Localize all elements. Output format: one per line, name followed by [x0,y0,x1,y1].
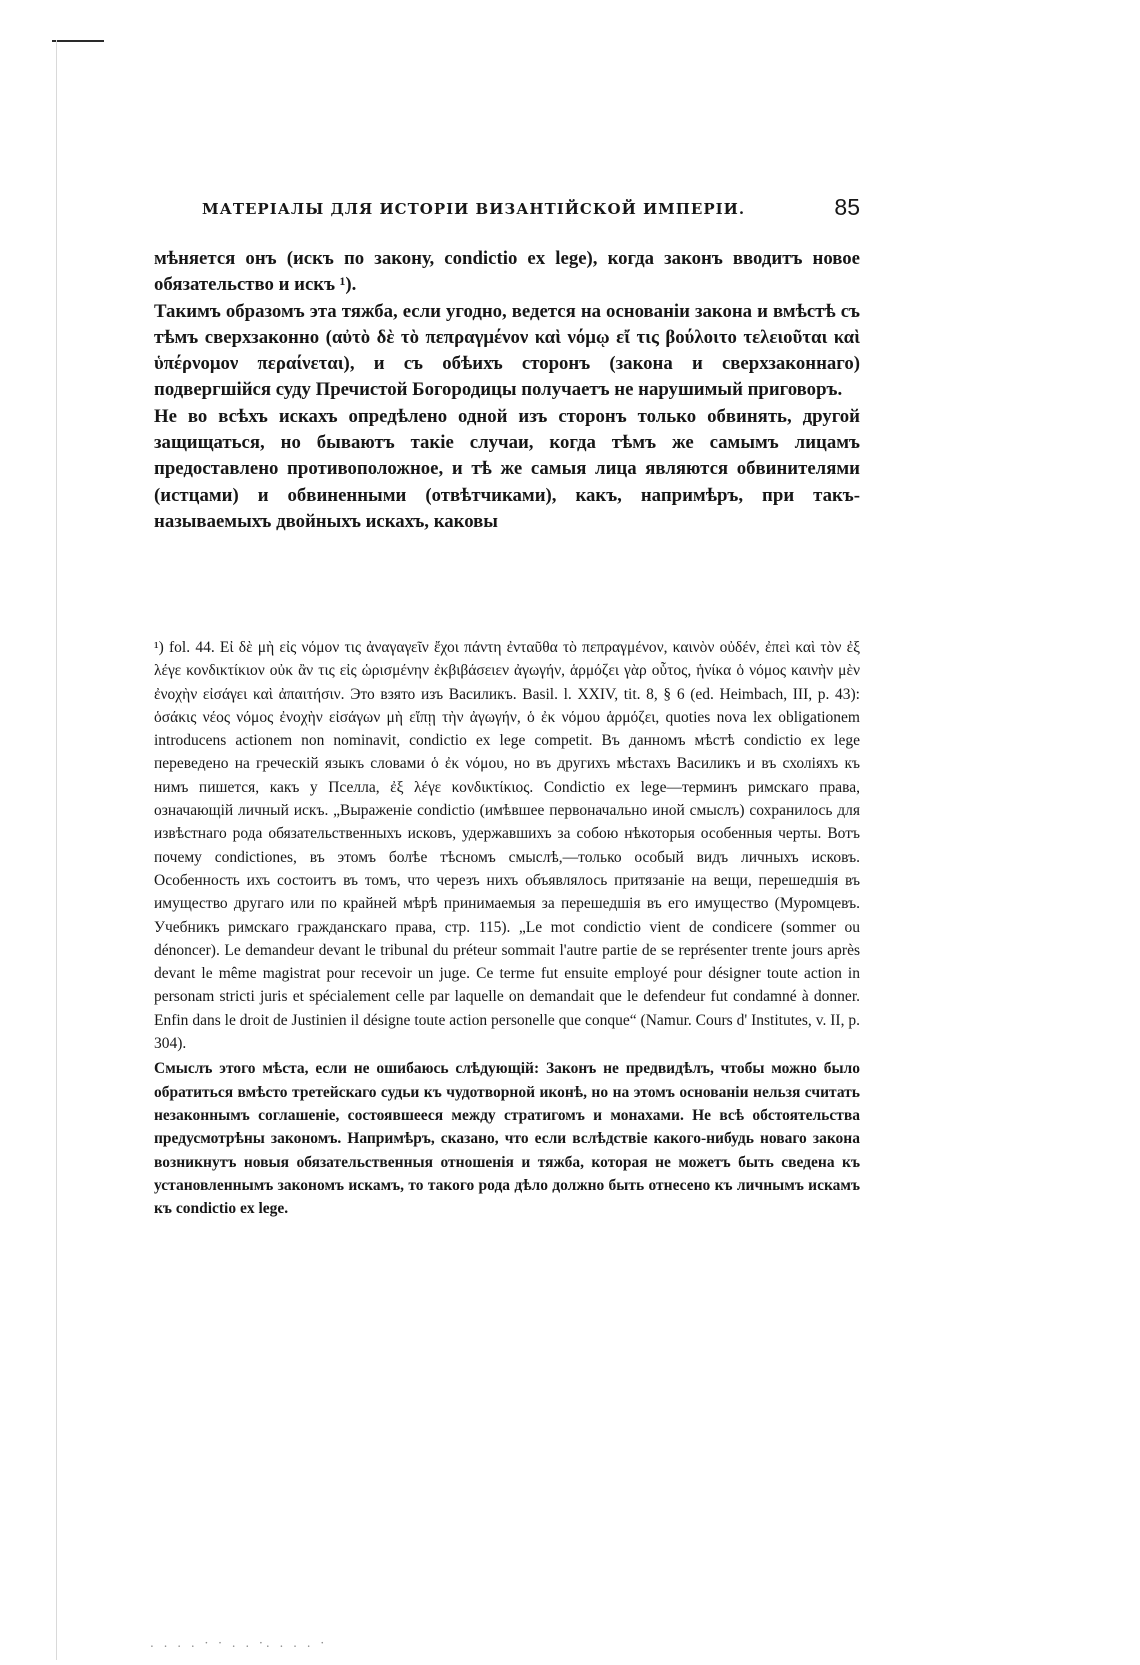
running-header-title: МАТЕРIАЛЫ ДЛЯ ИСТОРIИ ВИЗАНТIЙСКОЙ ИМПЕРIИ. [202,200,746,218]
footnotes [154,636,860,1220]
main-text [154,246,860,535]
scan-left-edge [56,40,57,1660]
scan-edge-rule [52,40,104,42]
paragraph-2: Такимъ образомъ эта тяжба, если угодно, ведется на основанiи закона и вмѣстѣ съ тѣмъ сверхзаконно (αὐτὸ δὲ τὸ πεπραγμένον καὶ νόμῳ εἴ τις βούλοιτο τελειοῦται καὶ ὑπέρνομον περαίνεται), и съ обѣихъ сторонъ (закона и сверхзаконнаго) подвергшiйся суду Пречистой Богородицы получаетъ не нарушимый приговоръ. [154,300,860,401]
paragraph-3: Не во всѣхъ искахъ опредѣлено одной изъ сторонъ только обвинять, другой защищаться, но бываютъ такiе случаи, когда тѣмъ же самымъ лицамъ предоставлено противоположное, и тѣ же самыя лица являются обвинителями (истцами) и обвиненными (отвѣтчиками), какъ, напримѣръ, при такъ-называемыхъ двойныхъ искахъ, каковы [154,405,860,532]
footnote-2: Смыслъ этого мѣста, если не ошибаюсь слѣдующiй: Законъ не предвидѣлъ, чтобы можно было обратиться вмѣсто третейскаго судьи къ чудотворной иконѣ, но на этомъ основанiи нельзя считать незаконнымъ соглашенiе, состоявшееся между стратигомъ и монахами. Не всѣ обстоятельства предусмотрѣны закономъ. Напримѣръ, сказано, что если вслѣдствiе какого-нибудь новаго закона возникнутъ новыя обязательственныя отношенiя и тяжба, которая не можетъ быть сведена къ установленнымъ закономъ искамъ, то такого рода дѣло должно быть отнесено къ личнымъ искамъ къ condictio ex lege. [154,1060,860,1218]
scan-noise: . . . . · · . . ·. . . . · [150,1636,328,1650]
paragraph-1: мѣняется онъ (искъ по закону, condictio ex lege), когда законъ вводитъ новое обязательство и искъ ¹). [154,248,860,296]
footnote-1: ¹) fol. 44. Εἰ δὲ μὴ εἰς νόμον τις ἀναγαγεῖν ἔχοι πάντη ἐνταῦθα τὸ πεπραγμένον, καινὸν οὐδέν, ἐπεὶ καὶ τὸν ἐξ λέγε κονδικτίκιον οὐκ ἂν τις εἰς ὡρισμένην ἐκβιβάσειεν ἀγωγήν, ἁρμόζει γὰρ οὗτος, ἡνίκα ὁ νόμος καινὴν μὲν ἐνοχὴν εἰσάγει καὶ ἀπαιτήσιν. Это взято изъ Василикъ. Basil. l. XXIV, tit. 8, § 6 (ed. Heimbach, III, p. 43): ὁσάκις νέος νόμος ἐνοχὴν εἰσάγων μὴ εἴπῃ τὴν ἀγωγήν, ὁ ἐκ νόμου ἁρμόζει, quoties nova lex obligationem introducens actionem non nominavit, condictio ex lege competit. Въ данномъ мѣстѣ condictio ex lege переведено на греческiй языкъ словами ὁ ἐκ νόμου, но въ другихъ мѣстахъ Василикъ и въ схолiяхъ къ нимъ пишется, какъ у Пселла, ἐξ λέγε κονδικτίκιος. Condictio ex lege—терминъ римскаго права, означающiй личный искъ. „Выраженiе condictio (имѣвшее первоначально иной смыслъ) сохранилось для извѣстнаго рода обязательственныхъ исковъ, удержавшихъ за собою нѣкоторыя особенныя черты. Вотъ почему condictiones, въ этомъ болѣе тѣсномъ смыслѣ,—только особый видъ личныхъ исковъ. Особенность ихъ состоитъ въ томъ, что черезъ нихъ объявлялось притязанiе на вещи, перешедшiя въ имущество другаго или по крайней мѣрѣ принимаемыя за перешедшiя въ его имущество (Муромцевъ. Учебникъ римскаго гражданскаго права, стр. 115). „Le mot condictio vient de condicere (sommer ou dénoncer). Le demandeur devant le tribunal du préteur sommait l'autre partie de se représenter trente jours après devant le même magistrat pour recevoir un juge. Ce terme fut ensuite employé pour désigner toute action in personam stricti juris et spécialement celle par laquelle on demandait que le defendeur fut condamné à donner. Enfin dans le droit de Justinien il désigne toute action personelle que conque“ (Namur. Cours d' Institutes, v. II, p. 304). [154,639,860,1053]
running-header [180,194,860,228]
page-number: 85 [834,194,860,220]
